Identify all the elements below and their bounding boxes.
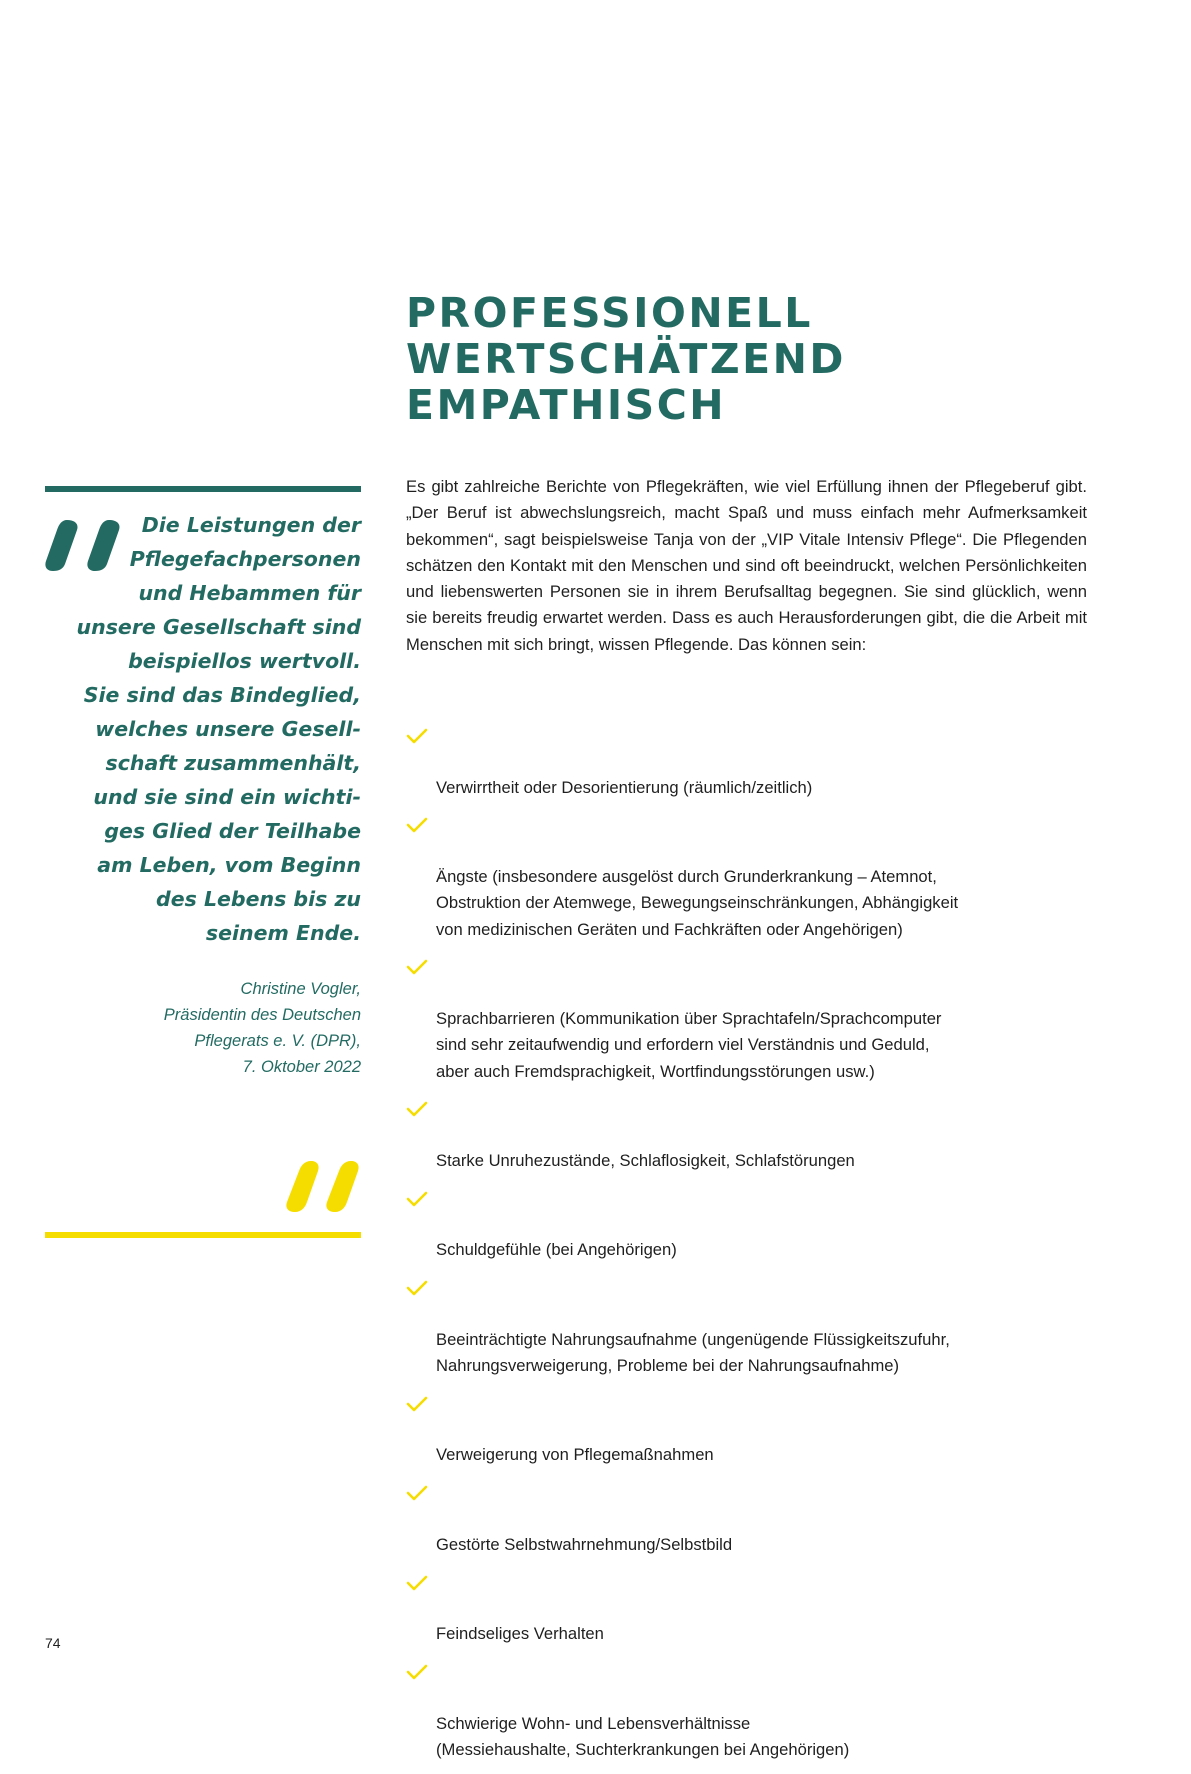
list-item-text: Verweigerung von Pflegemaßnahmen [436, 1445, 714, 1465]
checkmark-icon [406, 817, 428, 833]
list-item-text: Sprachbarrieren (Kommunikation über Sprachtafeln/Sprachcomputer sind sehr zeitaufwendig und erfordern viel Verständnis und Geduld, aber auch Fremdsprachigkeit, Wortfindungsstörungen usw.) [436, 1008, 942, 1081]
checkmark-icon [406, 1664, 428, 1680]
list-item [406, 722, 1096, 801]
checkmark-icon [406, 1191, 428, 1207]
list-item [406, 1185, 1096, 1264]
heading-line-1: PROFESSIONELL [406, 289, 813, 337]
list-item [406, 1658, 1096, 1763]
closing-quote-mark-icon [285, 1160, 361, 1214]
list-item [406, 811, 1096, 942]
list-item [406, 1479, 1096, 1558]
list-item-text: Beeinträchtigte Nahrungsaufnahme (ungenügende Flüssigkeitszufuhr, Nahrungsverweigerung, Probleme bei der Nahrungsaufnahme) [436, 1329, 950, 1376]
list-item [406, 953, 1096, 1084]
intro-paragraph: Es gibt zahlreiche Berichte von Pflegekräften, wie viel Erfüllung ihnen der Pflegeberuf gibt. „Der Beruf ist abwechslungsreich, macht Spaß und muss einfach mehr Aufmerksamkeit bekommen“, sagt beispielsweise Tanja von der „VIP Vitale Intensiv Pflege“. Die Pflegenden schätzen den Kontakt mit den Menschen und sind oft beeindruckt, welchen Persönlichkeiten und liebenswerten Personen sie in ihrem Berufsalltag begegnen. Sie sind glücklich, wenn sie bereits freudig erwartet werden. Dass es auch Herausforderungen gibt, die die Arbeit mit Menschen mit sich bringt, wissen Pflegende. Das können sein: [406, 477, 1087, 654]
page-heading [406, 290, 1126, 428]
checkmark-icon [406, 1575, 428, 1591]
checkmark-icon [406, 728, 428, 744]
quote-attribution: Christine Vogler, Präsidentin des Deutschen Pflegerats e. V. (DPR), 7. Oktober 2022 [163, 980, 361, 1076]
checkmark-icon [406, 1101, 428, 1117]
list-item [406, 1274, 1096, 1379]
list-item-text: Gestörte Selbstwahrnehmung/Selbstbild [436, 1534, 733, 1554]
quote-bottom-rule [45, 1232, 361, 1238]
checkmark-icon [406, 1396, 428, 1412]
checkmark-icon [406, 1485, 428, 1501]
checkmark-icon [406, 1280, 428, 1296]
list-item-text: Schwierige Wohn- und Lebensverhältnisse (Messiehaushalte, Suchterkrankungen bei Angehörigen) [436, 1713, 850, 1759]
quote-top-rule [45, 486, 361, 492]
list-item [406, 1095, 1096, 1174]
page-number: 74 [45, 1635, 61, 1651]
list-item-text: Feindseliges Verhalten [436, 1624, 604, 1644]
checkmark-icon [406, 959, 428, 975]
heading-line-3: EMPATHISCH [406, 381, 727, 429]
list-item [406, 1569, 1096, 1648]
challenges-checklist [406, 722, 1096, 1774]
list-item-text: Schuldgefühle (bei Angehörigen) [436, 1240, 677, 1260]
quote-text: Die Leistungen der Pflegefachpersonen und Hebammen für unsere Gesellschaft sind beispiellos wertvoll. Sie sind das Bindeglied, welches unsere Gesell- schaft zusammenhält, und sie sind ein wichti- ges Glied der Teilhabe am Leben, vom Beginn des Lebens bis zu seinem Ende. [76, 513, 361, 945]
list-item [406, 1390, 1096, 1469]
pull-quote [45, 486, 361, 1238]
list-item-text: Verwirrtheit oder Desorientierung (räumlich/zeitlich) [436, 777, 813, 797]
list-item-text: Starke Unruhezustände, Schlaflosigkeit, Schlafstörungen [436, 1150, 855, 1170]
heading-line-2: WERTSCHÄTZEND [406, 335, 846, 383]
list-item-text: Ängste (insbesondere ausgelöst durch Grunderkrankung – Atemnot, Obstruktion der Atemwege, Bewegungseinschränkungen, Abhängigkeit von medizinischen Geräten und Fachkräften oder Angehörigen) [436, 866, 959, 939]
